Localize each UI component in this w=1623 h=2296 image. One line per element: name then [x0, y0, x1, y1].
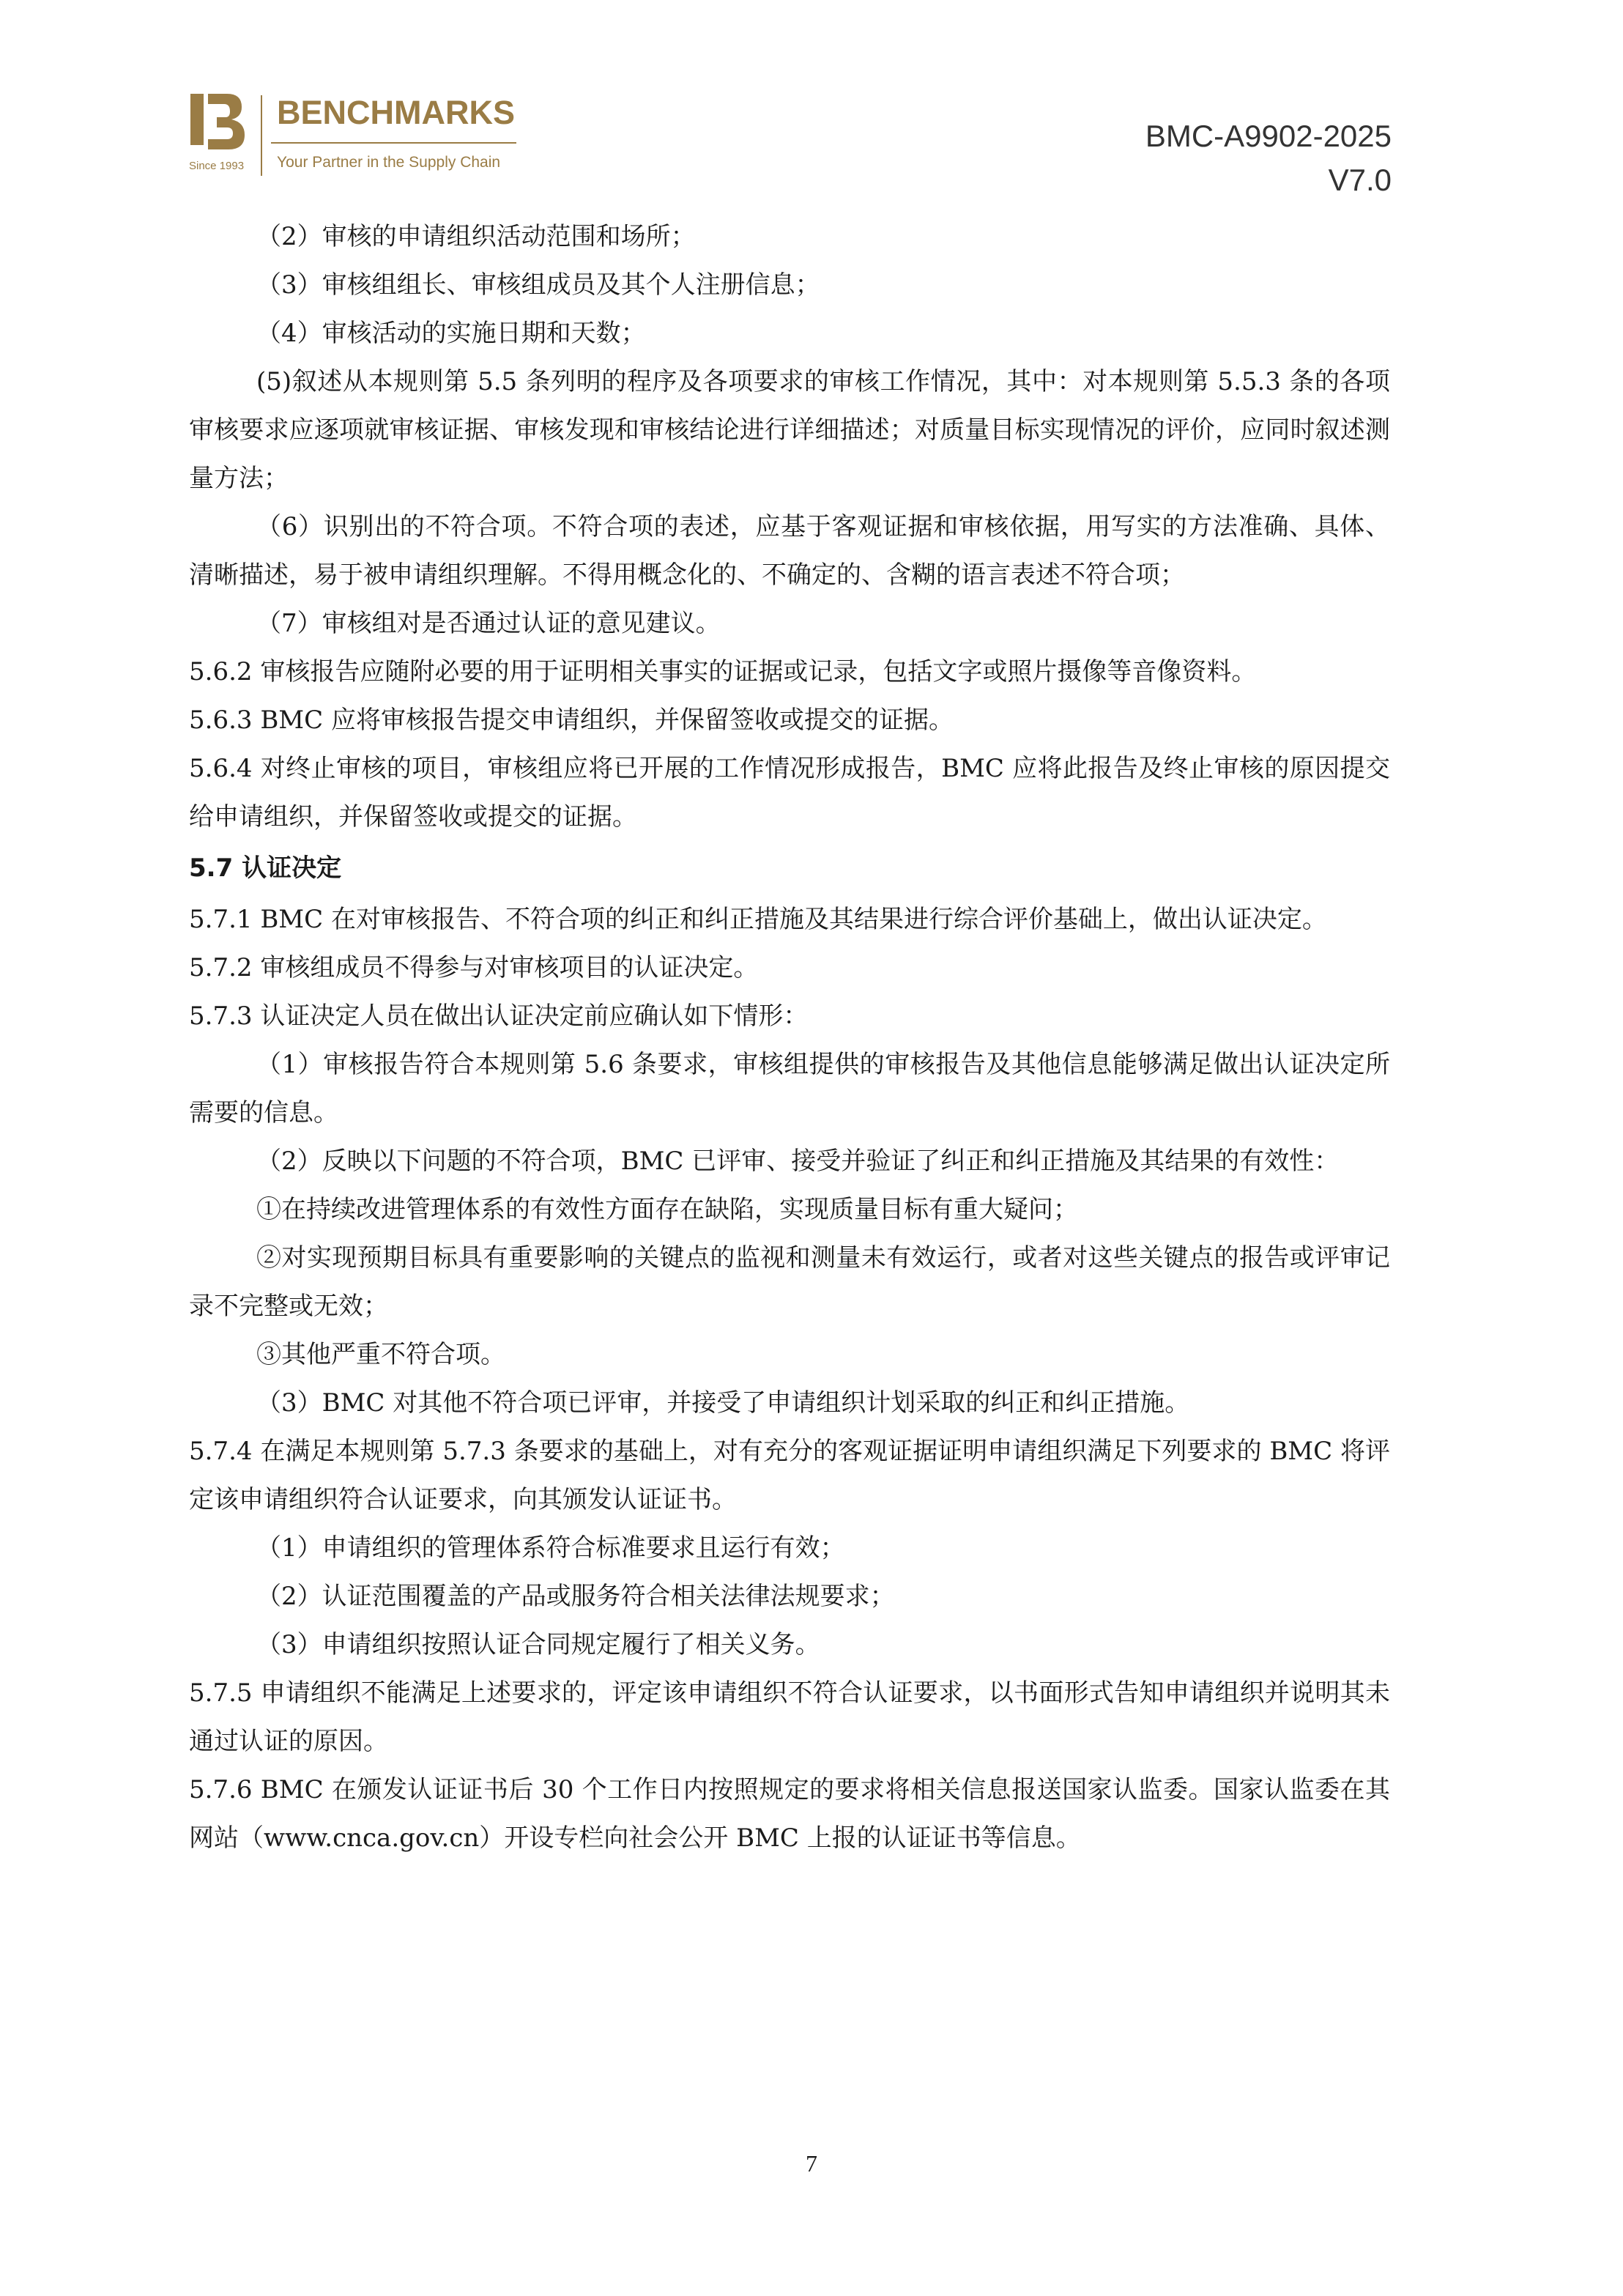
paragraph: （3）审核组组长、审核组成员及其个人注册信息； — [256, 270, 820, 300]
paragraph: （1）申请组织的管理体系符合标准要求且运行有效； — [256, 1533, 845, 1563]
paragraph: （3）BMC 对其他不符合项已评审，并接受了申请组织计划采取的纠正和纠正措施。 — [256, 1388, 1190, 1418]
list-item: ②对实现预期目标具有重要影响的关键点的监视和测量未有效运行，或者对这些关键点的报告或评审记录不完整或无效； — [189, 1243, 1390, 1321]
list-item: ③其他严重不符合项。 — [256, 1340, 505, 1369]
section-heading: 5.7 认证决定 — [189, 853, 342, 883]
clause: 5.6.2 审核报告应随附必要的用于证明相关事实的证据或记录，包括文字或照片摄像等音像资料。 — [189, 657, 1257, 686]
page-number: 7 — [806, 2150, 817, 2177]
brand-name: BENCHMARKS — [277, 94, 515, 131]
company-logo — [189, 92, 555, 177]
list-item: ①在持续改进管理体系的有效性方面存在缺陷，实现质量目标有重大疑问； — [256, 1195, 1078, 1224]
brand-tagline: Your Partner in the Supply Chain — [277, 154, 501, 171]
benchmarks-logo-icon — [189, 92, 249, 152]
clause: 5.7.5 申请组织不能满足上述要求的，评定该申请组织不符合认证要求，以书面形式告知申请组织并说明其未通过认证的原因。 — [189, 1678, 1390, 1756]
paragraph: （2）认证范围覆盖的产品或服务符合相关法律法规要求； — [256, 1582, 895, 1611]
paragraph: （7）审核组对是否通过认证的意见建议。 — [256, 609, 721, 638]
paragraph: （3）申请组织按照认证合同规定履行了相关义务。 — [256, 1630, 820, 1659]
clause: 5.7.3 认证决定人员在做出认证决定前应确认如下情形： — [189, 1001, 809, 1031]
logo-divider — [261, 95, 262, 176]
document-code: BMC-A9902-2025 — [1145, 119, 1392, 153]
paragraph: （2）审核的申请组织活动范围和场所； — [256, 222, 696, 251]
paragraph: （6）识别出的不符合项。不符合项的表述，应基于客观证据和审核依据，用写实的方法准确、具体、清晰描述，易于被申请组织理解。不得用概念化的、不确定的、含糊的语言表述不符合项； — [189, 512, 1390, 590]
clause: 5.7.4 在满足本规则第 5.7.3 条要求的基础上，对有充分的客观证据证明申请组织满足下列要求的 BMC 将评定该申请组织符合认证要求，向其颁发认证证书。 — [189, 1437, 1390, 1514]
clause: 5.7.6 BMC 在颁发认证证书后 30 个工作日内按照规定的要求将相关信息报送国家认监委。国家认监委在其网站（www.cnca.gov.cn）开设专栏向社会公开 BMC 上报的认证证书等信息。 — [189, 1775, 1390, 1853]
paragraph: (5)叙述从本规则第 5.5 条列明的程序及各项要求的审核工作情况，其中：对本规则第 5.5.3 条的各项审核要求应逐项就审核证据、审核发现和审核结论进行详细描述；对质量目标实现情况的评价，应同时叙述测量方法； — [189, 367, 1390, 493]
paragraph: （1）审核报告符合本规则第 5.6 条要求，审核组提供的审核报告及其他信息能够满足做出认证决定所需要的信息。 — [189, 1050, 1390, 1127]
clause: 5.6.3 BMC 应将审核报告提交申请组织，并保留签收或提交的证据。 — [189, 706, 954, 735]
document-body — [189, 212, 1390, 1862]
document-version: V7.0 — [1328, 163, 1392, 197]
clause: 5.7.2 审核组成员不得参与对审核项目的认证决定。 — [189, 953, 759, 982]
paragraph: （4）审核活动的实施日期和天数； — [256, 319, 646, 348]
clause: 5.7.1 BMC 在对审核报告、不符合项的纠正和纠正措施及其结果进行综合评价基础上，做出认证决定。 — [189, 905, 1327, 934]
clause: 5.6.4 对终止审核的项目，审核组应将已开展的工作情况形成报告，BMC 应将此报告及终止审核的原因提交给申请组织，并保留签收或提交的证据。 — [189, 754, 1390, 832]
logo-since: Since 1993 — [189, 160, 245, 172]
paragraph: （2）反映以下问题的不符合项，BMC 已评审、接受并验证了纠正和纠正措施及其结果的有效性： — [256, 1147, 1340, 1176]
brand-underline — [271, 142, 516, 144]
